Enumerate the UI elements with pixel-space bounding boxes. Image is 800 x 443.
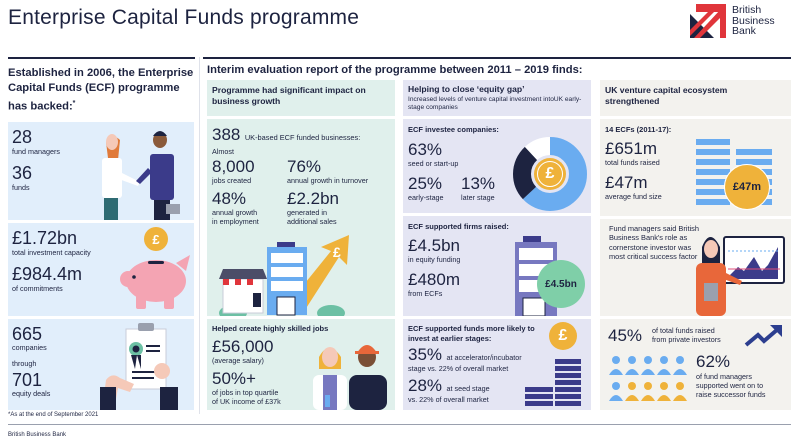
equity-gap-heading: Helping to close ‘equity gap’	[408, 84, 525, 94]
arrow-pound-symbol: £	[333, 244, 341, 260]
turnover-growth-value: 76%	[287, 157, 322, 176]
successor-funds-label-2: supported went on to	[696, 381, 764, 390]
piggy-bank-icon	[120, 253, 194, 311]
average-fund-badge: £47m	[724, 164, 770, 210]
earlier-stages-heading: ECF supported funds more likely to invest at earlier stages:	[408, 324, 535, 343]
additional-sales-value: £2.2bn	[287, 189, 339, 208]
early-stage-value: 25%	[408, 174, 443, 193]
earlier-stages-panel	[403, 319, 591, 410]
column-divider	[199, 57, 200, 414]
later-stage-value: 13%	[461, 174, 496, 193]
ecosystem-header	[600, 80, 791, 116]
companies-value: 665	[12, 324, 43, 344]
average-salary-value: £56,000	[212, 337, 274, 356]
successor-funds-label-1: of fund managers	[696, 372, 752, 381]
logo-line-3: Bank	[732, 25, 756, 37]
interim-heading: Interim evaluation report of the programme between 2011 – 2019 finds:	[207, 64, 583, 76]
union-flag-icon	[690, 4, 726, 38]
firms-raised-panel	[403, 216, 591, 316]
seed-stage-value: 28%	[408, 376, 443, 395]
equity-gap-header	[403, 80, 591, 116]
successor-funds-label-3: raise successor funds	[696, 390, 766, 399]
stacked-coins-icon	[523, 353, 583, 410]
shop-and-office-growth-icon	[219, 233, 359, 316]
equity-funding-label: in equity funding	[408, 255, 461, 264]
equity-gap-subheading: Increased levels of venture capital investment intoUK early-stage companies	[408, 96, 582, 111]
pound-coin-icon: £	[549, 322, 577, 350]
investee-companies-heading: ECF investee companies:	[408, 125, 499, 134]
investment-capacity-panel	[8, 223, 194, 316]
logo-line-1: British	[732, 4, 762, 16]
skilled-jobs-heading: Helped create highly skilled jobs	[212, 324, 329, 333]
seed-stage-label-2: vs. 22% of overall market	[408, 395, 489, 404]
employment-growth-label-2: in employment	[212, 217, 259, 226]
commitments-value: £984.4m	[12, 264, 83, 284]
funded-businesses-value: 388	[212, 125, 241, 144]
from-ecfs-label: from ECFs	[408, 289, 443, 298]
employment-growth-value: 48%	[212, 189, 247, 208]
later-stage-label: later stage	[461, 193, 495, 202]
capacity-label: total investment capacity	[12, 248, 91, 257]
left-section-rule	[8, 57, 195, 59]
top-quartile-value: 50%+	[212, 369, 256, 388]
fund-managers-value: 28	[12, 127, 33, 147]
left-heading: Established in 2006, the Enterprise Capital Funds (ECF) programme has backed:*	[8, 67, 194, 113]
equity-deals-value: 701	[12, 370, 43, 390]
from-ecfs-value: £480m	[408, 270, 460, 289]
average-fund-size-value: £47m	[605, 173, 648, 192]
fund-managers-panel	[8, 122, 194, 220]
private-investors-panel	[600, 319, 791, 410]
footnote: *As at the end of September 2021	[8, 412, 99, 418]
footer-brand: British Business Bank	[8, 432, 67, 438]
page-title: Enterprise Capital Funds programme	[8, 6, 360, 29]
accelerator-label-2: stage vs. 22% of overall market	[408, 364, 509, 373]
private-investors-value: 45%	[608, 326, 643, 345]
almost-label: Almost	[212, 147, 234, 156]
funds-value: 36	[12, 163, 33, 183]
seed-stage-line	[408, 377, 490, 396]
accelerator-line	[408, 346, 522, 365]
donut-pound-icon: £	[545, 165, 555, 182]
jobs-created-label: jobs created	[212, 176, 252, 185]
early-stage-label: early-stage	[408, 193, 444, 202]
cornerstone-quote: Fund managers said British Business Bank's role as cornerstone investor was most critical success factor	[609, 224, 699, 262]
top-quartile-label-2: of UK income of £37k	[212, 397, 281, 406]
additional-sales-label-1: generated in	[287, 208, 327, 217]
logo-line-2: Business	[732, 14, 775, 27]
funds-label: funds	[12, 183, 30, 192]
seed-startup-label: seed or start-up	[408, 159, 459, 168]
turnover-growth-label: annual growth in turnover	[287, 176, 369, 185]
additional-sales-label-2: additional sales	[287, 217, 337, 226]
equity-deals-label: equity deals	[12, 389, 51, 398]
funded-businesses-line	[212, 126, 360, 145]
presenter-chart-illustration-icon	[688, 227, 788, 316]
accelerator-value: 35%	[408, 345, 443, 364]
firms-raised-heading: ECF supported firms raised:	[408, 222, 509, 231]
fund-managers-label: fund managers	[12, 147, 60, 156]
fund-size-panel	[600, 119, 791, 216]
footer-rule	[8, 424, 791, 425]
trend-up-arrow-icon	[744, 323, 784, 349]
business-growth-header	[207, 80, 395, 116]
ecfs-period-label: 14 ECFs (2011-17):	[605, 125, 672, 134]
funded-businesses-label: UK-based ECF funded businesses:	[244, 133, 361, 142]
seed-startup-value: 63%	[408, 140, 443, 159]
private-investors-label-1: of total funds raised	[652, 326, 715, 335]
through-label: through	[12, 359, 37, 368]
pound-coin-icon: £	[144, 227, 168, 251]
capacity-value: £1.72bn	[12, 228, 78, 248]
top-quartile-label-1: of jobs in top quartile	[212, 388, 279, 397]
average-fund-size-label: average fund size	[605, 192, 662, 201]
accelerator-label-1: at accelerator/incubator	[446, 353, 522, 362]
average-salary-label: (average salary)	[212, 356, 264, 365]
british-business-bank-logo	[690, 4, 790, 38]
investee-companies-panel	[403, 119, 591, 213]
private-investors-label-2: from private investors	[652, 335, 721, 344]
total-funds-label: total funds raised	[605, 158, 660, 167]
companies-panel	[8, 319, 194, 410]
skilled-jobs-panel	[207, 319, 395, 410]
business-growth-heading: Programme had significant impact on business growth	[212, 85, 366, 106]
equity-funding-value: £4.5bn	[408, 236, 460, 255]
successor-funds-value: 62%	[696, 352, 731, 371]
jobs-created-value: 8,000	[212, 157, 255, 176]
right-section-rule	[203, 57, 791, 59]
handshake-illustration-icon	[92, 128, 188, 220]
certificate-illustration-icon	[96, 319, 188, 410]
raised-badge: £4.5bn	[537, 260, 585, 308]
cornerstone-panel	[600, 219, 791, 316]
total-funds-value: £651m	[605, 139, 657, 158]
fund-managers-people-icon	[608, 355, 692, 407]
ecosystem-heading: UK venture capital ecosystem strengthened	[605, 85, 728, 106]
growth-stats-panel	[207, 119, 395, 316]
seed-stage-label-1: at seed stage	[446, 384, 490, 393]
employment-growth-label-1: annual growth	[212, 208, 258, 217]
commitments-label: of commitments	[12, 284, 63, 293]
companies-label: companies	[12, 343, 47, 352]
skilled-workers-illustration-icon	[303, 339, 395, 410]
